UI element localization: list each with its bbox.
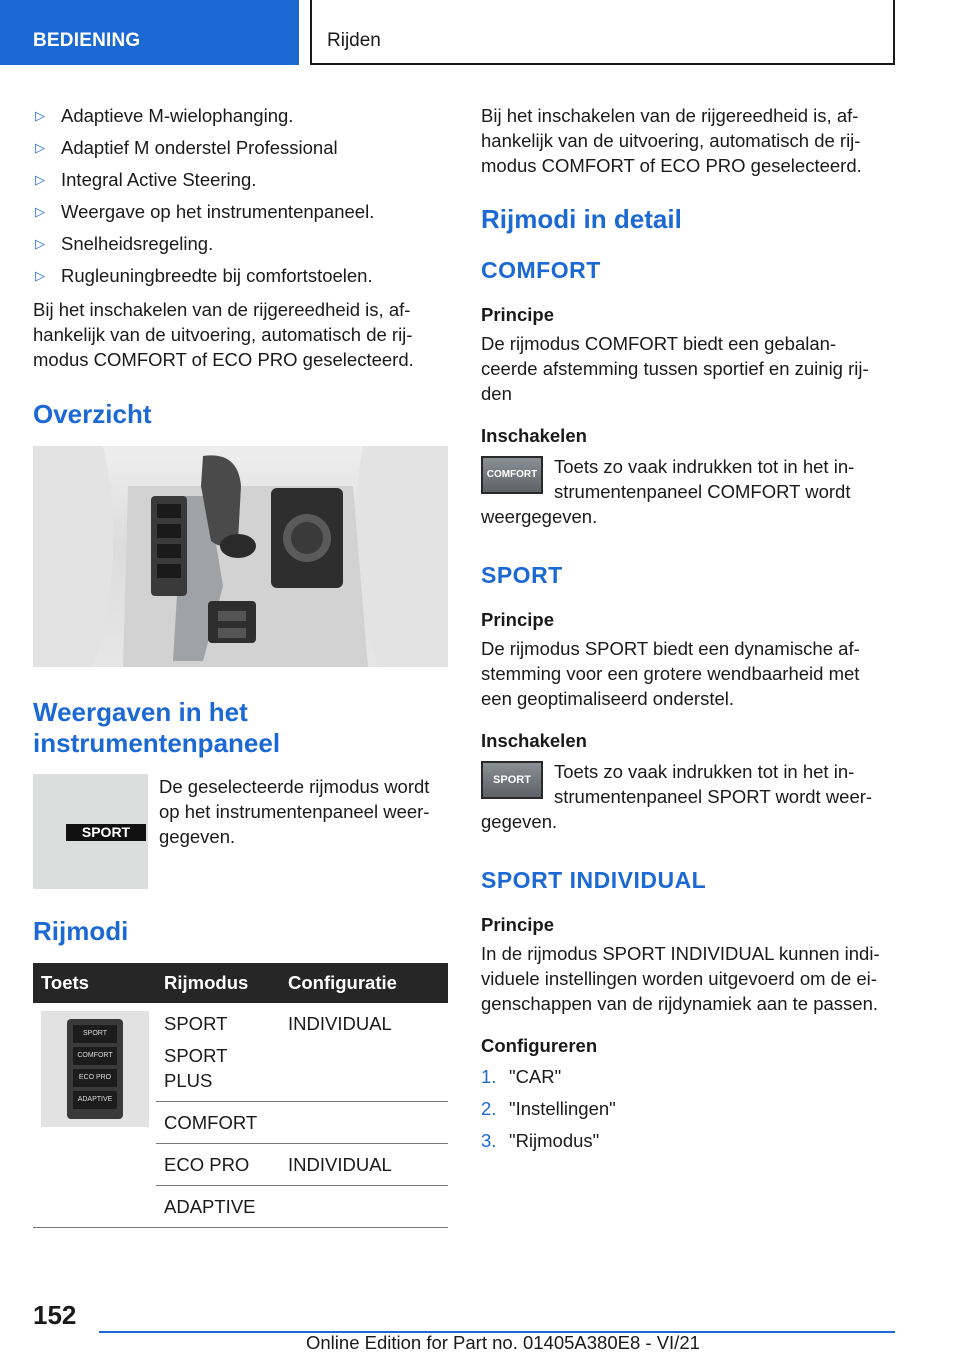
step-number: 3. bbox=[481, 1130, 497, 1151]
sport-display-label: SPORT bbox=[66, 824, 146, 841]
page-number: 152 bbox=[33, 1300, 77, 1330]
header-chapter-label: Rijden bbox=[327, 30, 381, 51]
sport-enable-block bbox=[481, 759, 896, 809]
mode-cell: SPORT SPORT PLUS bbox=[156, 1003, 280, 1102]
edition-note: Online Edition for Part no. 01405A380E8 - VI/21 bbox=[306, 1332, 700, 1353]
modes-heading: Rijmodi bbox=[33, 916, 129, 946]
config-steps bbox=[481, 1061, 896, 1157]
step-number: 2. bbox=[481, 1098, 497, 1119]
intro-paragraph: Bij het inschakelen van de rijgereedheid is, af- hankelijk van de uitvoering, automatisch de rij- modus COMFORT of ECO PRO geselecteerd. bbox=[33, 299, 414, 370]
triangle-bullet-icon: ▷ bbox=[35, 268, 45, 283]
sport-button-icon: SPORT bbox=[481, 761, 543, 799]
table-header-key: Toets bbox=[33, 963, 156, 1003]
individual-principle-text: In de rijmodus SPORT INDIVIDUAL kunnen indi- viduele instellingen worden uitgevoerd om de ei- genschappen van de rijdynamiek aan te passen. bbox=[481, 943, 880, 1014]
sport-enable-label: Inschakelen bbox=[481, 730, 587, 751]
right-column bbox=[481, 100, 896, 1157]
table-header-config: Configuratie bbox=[280, 963, 448, 1003]
feature-list bbox=[33, 100, 448, 292]
list-item: ▷ Integral Active Steering. bbox=[33, 164, 448, 196]
header-chapter-box bbox=[310, 0, 895, 65]
comfort-heading: COMFORT bbox=[481, 257, 601, 283]
button-cluster-cell bbox=[33, 1003, 156, 1228]
header-section-label: BEDIENING bbox=[33, 30, 141, 51]
list-item: ▷ Weergave op het instrumentenpaneel. bbox=[33, 196, 448, 228]
sport-heading: SPORT bbox=[481, 562, 563, 588]
modes-table bbox=[33, 963, 448, 1229]
sport-principle-label: Principe bbox=[481, 609, 554, 630]
individual-heading: SPORT INDIVIDUAL bbox=[481, 867, 707, 893]
left-column bbox=[33, 100, 448, 1229]
list-item: ▷ Adaptieve M-wielophanging. bbox=[33, 100, 448, 132]
triangle-bullet-icon: ▷ bbox=[35, 236, 45, 251]
header-section-tab bbox=[0, 0, 299, 65]
right-intro-paragraph: Bij het inschakelen van de rijgereedheid is, af- hankelijk van de uitvoering, automatisch de rij- modus COMFORT of ECO PRO geselecteerd. bbox=[481, 105, 862, 176]
table-header-row bbox=[33, 963, 448, 1003]
mode-buttons-image: SPORT COMFORT ECO PRO ADAPTIVE bbox=[41, 1011, 149, 1127]
mode-cell: COMFORT bbox=[156, 1102, 280, 1144]
overview-heading: Overzicht bbox=[33, 399, 152, 429]
triangle-bullet-icon: ▷ bbox=[35, 108, 45, 123]
sport-enable-text: Toets zo vaak indrukken tot in het in- strumentenpaneel SPORT wordt weer- bbox=[554, 761, 873, 807]
list-item: 2. "Instellingen" bbox=[481, 1093, 896, 1125]
triangle-bullet-icon: ▷ bbox=[35, 140, 45, 155]
comfort-principle-text: De rijmodus COMFORT biedt een gebalan- ceerde afstemming tussen sportief en zuinig rij- den bbox=[481, 333, 869, 404]
detail-heading: Rijmodi in detail bbox=[481, 204, 682, 234]
display-text: De geselecteerde rijmodus wordt op het instrumentenpaneel weer- gegeven. bbox=[159, 776, 430, 847]
step-number: 1. bbox=[481, 1066, 497, 1087]
display-thumbnail bbox=[33, 774, 148, 889]
config-cell bbox=[280, 1186, 448, 1228]
triangle-bullet-icon: ▷ bbox=[35, 172, 45, 187]
table-header-mode: Rijmodus bbox=[156, 963, 280, 1003]
list-item: ▷ Adaptief M onderstel Professional bbox=[33, 132, 448, 164]
config-cell: INDIVIDUAL bbox=[280, 1144, 448, 1186]
list-item: 1. "CAR" bbox=[481, 1061, 896, 1093]
config-cell: INDIVIDUAL bbox=[280, 1003, 448, 1102]
table-row bbox=[33, 1003, 448, 1102]
comfort-enable-label: Inschakelen bbox=[481, 425, 587, 446]
mode-cell: ADAPTIVE bbox=[164, 1196, 256, 1217]
config-cell bbox=[280, 1102, 448, 1144]
display-section bbox=[33, 774, 448, 889]
comfort-enable-block bbox=[481, 454, 896, 504]
sport-principle-text: De rijmodus SPORT biedt een dynamische af- stemming voor een grotere wendbaarheid met een geoptimaliseerd onderstel. bbox=[481, 638, 860, 709]
mode-cell: ECO PRO bbox=[156, 1144, 280, 1186]
comfort-button-icon: COMFORT bbox=[481, 456, 543, 494]
list-item: ▷ Snelheidsregeling. bbox=[33, 228, 448, 260]
comfort-enable-text: Toets zo vaak indrukken tot in het in- strumentenpaneel COMFORT wordt bbox=[554, 456, 855, 502]
sport-enable-tail: gegeven. bbox=[481, 811, 558, 832]
center-console-photo bbox=[33, 446, 448, 667]
list-item: 3. "Rijmodus" bbox=[481, 1125, 896, 1157]
individual-principle-label: Principe bbox=[481, 914, 554, 935]
triangle-bullet-icon: ▷ bbox=[35, 204, 45, 219]
list-item: ▷ Rugleuningbreedte bij comfortstoelen. bbox=[33, 260, 448, 292]
display-heading: Weergaven in het instrumentenpaneel bbox=[33, 697, 281, 758]
comfort-enable-tail: weergegeven. bbox=[481, 506, 598, 527]
individual-config-label: Configureren bbox=[481, 1035, 598, 1056]
comfort-principle-label: Principe bbox=[481, 304, 554, 325]
